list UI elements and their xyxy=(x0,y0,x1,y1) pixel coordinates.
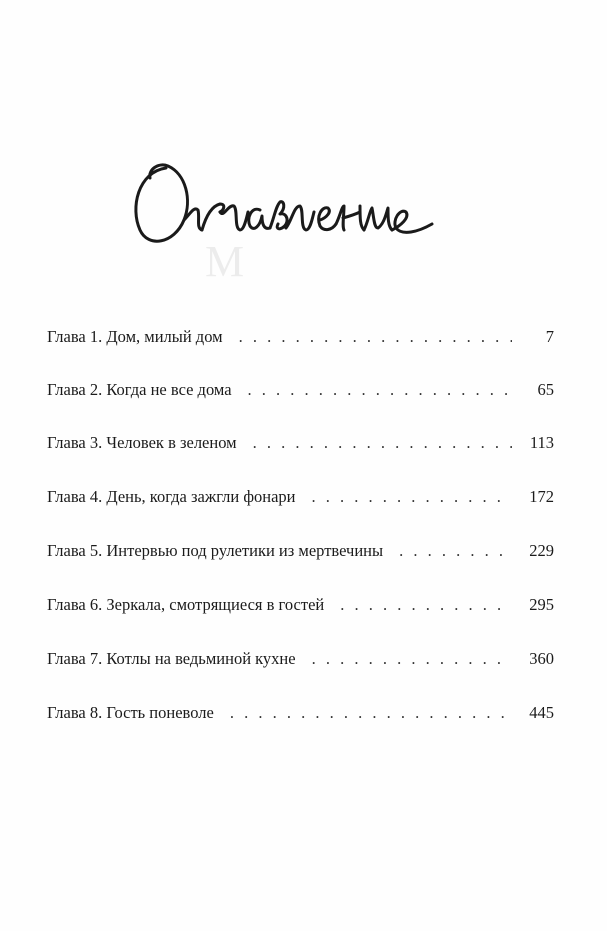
toc-entry-page: 360 xyxy=(529,649,554,668)
dot-leader xyxy=(253,429,512,457)
toc-entry xyxy=(47,429,554,457)
dot-leader xyxy=(312,645,512,673)
dot-leader xyxy=(399,537,512,565)
toc-entry xyxy=(47,537,554,565)
toc-entry-title: Глава 5. Интервью под рулетики из мертвечины xyxy=(47,541,384,560)
toc-entry-page: 295 xyxy=(529,595,554,614)
toc-entry-page: 7 xyxy=(545,327,554,346)
toc-entry xyxy=(47,645,554,673)
table-of-contents-title xyxy=(128,148,438,268)
toc-entry-page: 445 xyxy=(529,703,554,722)
bleed-through-text: М xyxy=(205,237,245,286)
toc-entry-title: Глава 3. Человек в зеленом xyxy=(47,433,237,452)
toc-entry-page: 113 xyxy=(529,433,554,452)
toc-entry xyxy=(47,591,554,619)
toc-entry-title: Глава 4. День, когда зажгли фонари xyxy=(47,487,296,506)
handwritten-title-lettering xyxy=(128,148,438,268)
toc-entry-title: Глава 7. Котлы на ведьминой кухне xyxy=(47,649,296,668)
dot-leader xyxy=(340,591,512,619)
toc-entry-title: Глава 1. Дом, милый дом xyxy=(47,327,223,346)
toc-entry-page: 172 xyxy=(529,487,554,506)
dot-leader xyxy=(239,323,512,351)
toc-entry xyxy=(47,699,554,727)
toc-entry-title: Глава 8. Гость поневоле xyxy=(47,703,214,722)
dot-leader xyxy=(230,699,512,727)
toc-entry-page: 65 xyxy=(537,380,554,399)
toc-entry xyxy=(47,483,554,511)
toc-entry-title: Глава 6. Зеркала, смотрящиеся в гостей xyxy=(47,595,325,614)
toc-entry-page: 229 xyxy=(529,541,554,560)
dot-leader xyxy=(312,483,512,511)
dot-leader xyxy=(248,376,512,404)
toc-entry xyxy=(47,376,554,404)
toc-entry xyxy=(47,323,554,351)
toc-entry-title: Глава 2. Когда не все дома xyxy=(47,380,232,399)
